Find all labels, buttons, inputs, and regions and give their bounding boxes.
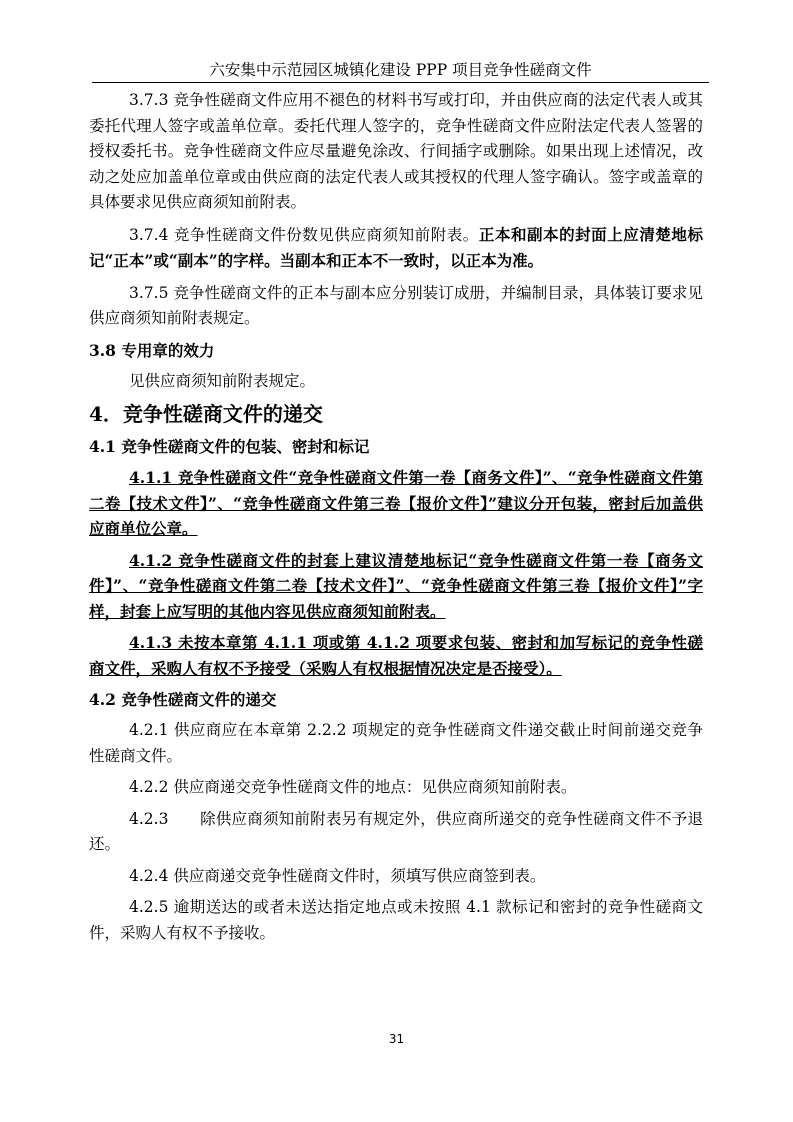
page-header: 六安集中示范园区城镇化建设 PPP 项目竞争性磋商文件 bbox=[209, 61, 592, 79]
clause-4-2-5: 4.2.5 逾期送达的或者未送达指定地点或未按照 4.1 款标记和密封的竞争性磋商文件，采购人有权不予接收。 bbox=[89, 898, 703, 942]
page-number: 31 bbox=[388, 1032, 405, 1046]
clause-3-8: 见供应商须知前附表规定。 bbox=[129, 371, 316, 390]
heading-4-2: 4.2 竞争性磋商文件的递交 bbox=[89, 690, 277, 709]
clause-4-1-3: 4.1.3 未按本章第 4.1.1 项或第 4.1.2 项要求包装、密封和加写标记的竞争性磋商文件，采购人有权不予接受（采购人有权根据情况决定是否接受）。 bbox=[89, 633, 703, 678]
clause-3-7-4-text: 3.7.4 竞争性磋商文件份数见供应商须知前附表。 bbox=[129, 225, 479, 244]
clause-4-1-2: 4.1.2 竞争性磋商文件的封套上建议清楚地标记“竞争性磋商文件第一卷【商务文件】”、“竞争性磋商文件第二卷【技术文件】”、“竞争性磋商文件第三卷【报价文件】”字样，封套上应写明的其他内容见供应商须知前附表。 bbox=[89, 550, 703, 621]
clause-4-2-3: 4.2.3 除供应商须知前附表另有规定外，供应商所递交的竞争性磋商文件不予退还。 bbox=[89, 809, 703, 853]
clause-4-2-2: 4.2.2 供应商递交竞争性磋商文件的地点：见供应商须知前附表。 bbox=[129, 778, 577, 796]
clause-3-7-4-bold: 正本和副本的封面上应清楚地标记“正本”或“副本”的字样。当副本和正本不一致时，以正本为准。 bbox=[89, 224, 703, 270]
header-rule bbox=[92, 82, 709, 83]
heading-4-1: 4.1 竞争性磋商文件的包装、密封和标记 bbox=[89, 437, 370, 456]
heading-3-8: 3.8 专用章的效力 bbox=[89, 340, 215, 360]
heading-4: 4．竞争性磋商文件的递交 bbox=[89, 402, 323, 426]
clause-4-2-4: 4.2.4 供应商递交竞争性磋商文件时，须填写供应商签到表。 bbox=[129, 866, 546, 885]
document-body bbox=[89, 88, 703, 952]
clause-3-7-3: 3.7.3 竞争性磋商文件应用不褪色的材料书写或打印，并由供应商的法定代表人或其委托代理人签字或盖单位章。委托代理人签字的，竞争性磋商文件应附法定代表人签署的授权委托书。竞争性磋商文件应尽量避免涂改、行间插字或删除。如果出现上述情况，改动之处应加盖单位章或由供应商的法定代表人或其授权的代理人签字确认。签字或盖章的具体要求见供应商须知前附表。 bbox=[89, 91, 703, 211]
clause-3-7-5: 3.7.5 竞争性磋商文件的正本与副本应分别装订成册，并编制目录，具体装订要求见供应商须知前附表规定。 bbox=[89, 283, 703, 327]
clause-3-7-4 bbox=[89, 222, 703, 275]
clause-4-2-1: 4.2.1 供应商应在本章第 2.2.2 项规定的竞争性磋商文件递交截止时间前递交竞争性磋商文件。 bbox=[89, 721, 703, 765]
clause-4-1-1: 4.1.1 竞争性磋商文件“竞争性磋商文件第一卷【商务文件】”、“竞争性磋商文件第二卷【技术文件】”、“竞争性磋商文件第三卷【报价文件】”建议分开包装，密封后加盖供应商单位公章。 bbox=[89, 468, 703, 538]
